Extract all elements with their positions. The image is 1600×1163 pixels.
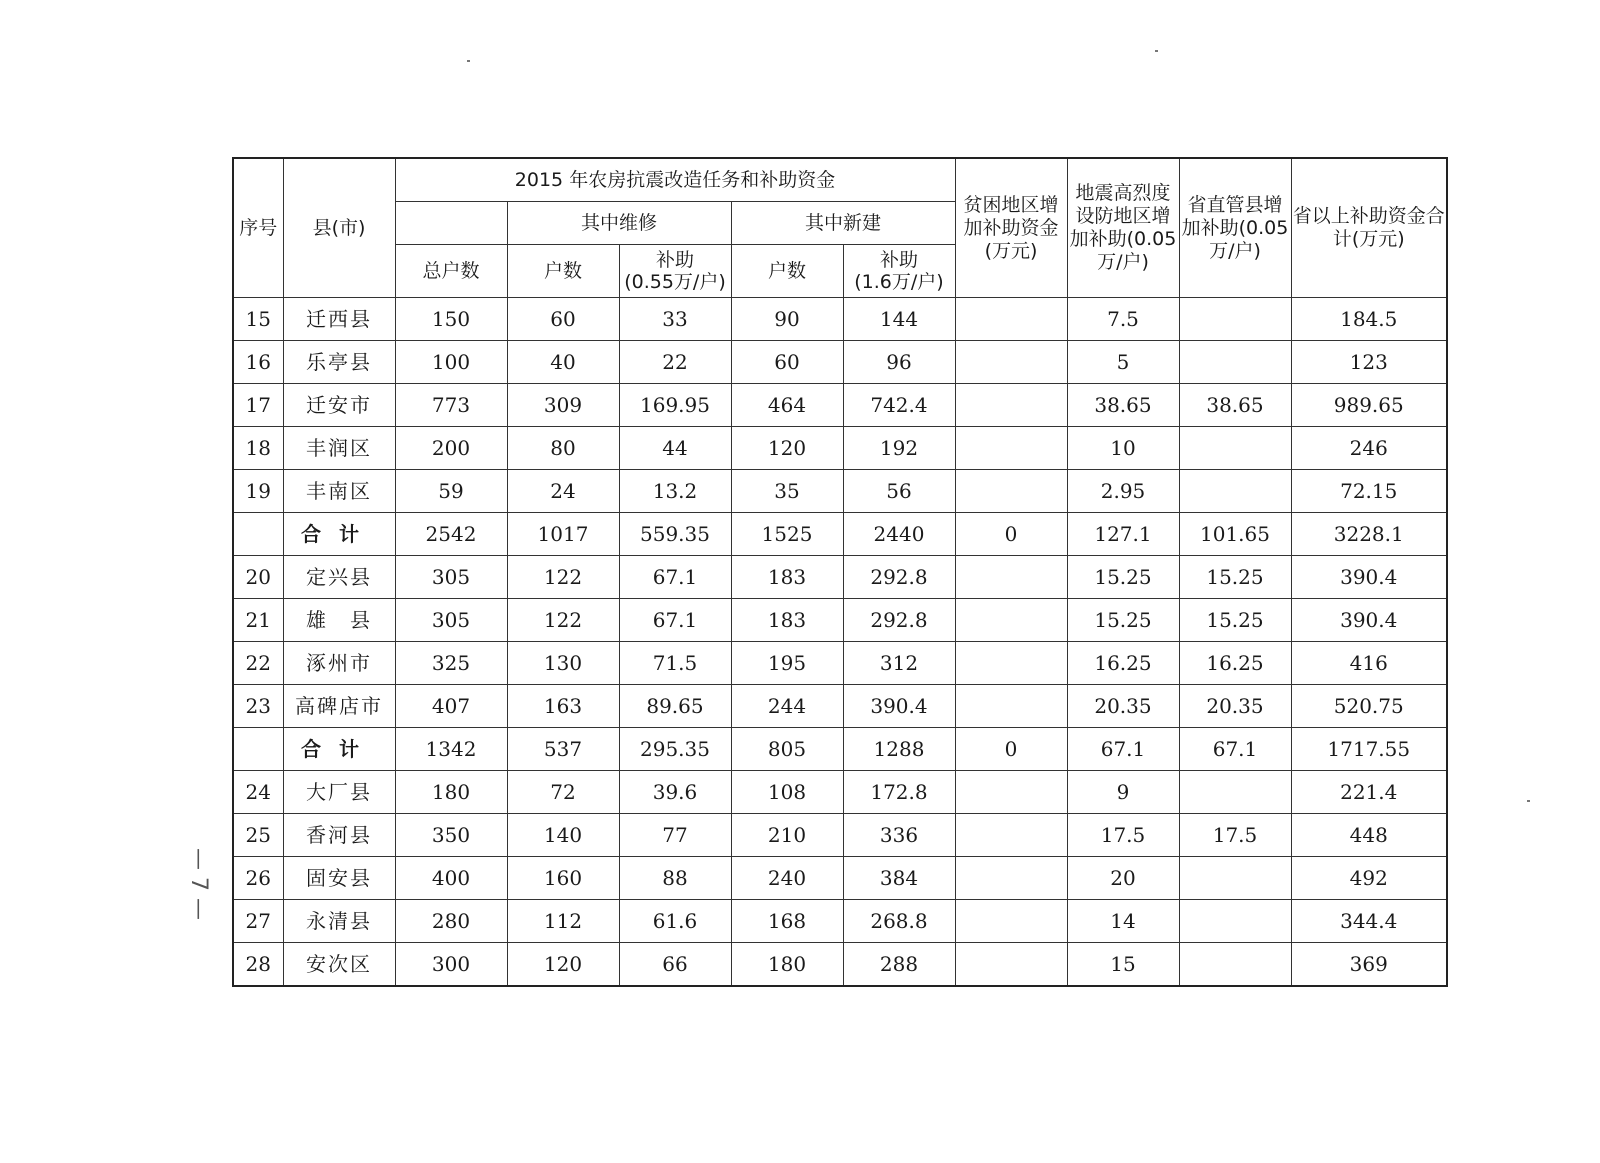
cell-new-subsidy: 288 [843,943,955,987]
cell-total-households: 100 [395,341,507,384]
cell-repair-subsidy: 89.65 [619,685,731,728]
cell-new-households: 240 [731,857,843,900]
cell-seq: 18 [233,427,283,470]
cell-seq: 28 [233,943,283,987]
cell-total-households: 150 [395,298,507,341]
cell-new-subsidy: 312 [843,642,955,685]
cell-direct [1179,470,1291,513]
subtotal-row [233,728,1447,771]
cell-seq: 22 [233,642,283,685]
cell-repair-households: 163 [507,685,619,728]
cell-total-funds: 246 [1291,427,1447,470]
cell-direct [1179,341,1291,384]
cell-poverty [955,599,1067,642]
cell-total-households: 305 [395,599,507,642]
cell-repair-households: 140 [507,814,619,857]
cell-total-funds: 448 [1291,814,1447,857]
table-row [233,771,1447,814]
cell-new-households: 168 [731,900,843,943]
cell-total-funds: 390.4 [1291,556,1447,599]
table-row [233,470,1447,513]
header-repair-households: 户数 [507,245,619,298]
table-row [233,427,1447,470]
cell-quake: 20.35 [1067,685,1179,728]
header-new-subsidy-label: 补助 [879,249,918,271]
cell-seq: 20 [233,556,283,599]
page-number: — 7 — [186,848,211,920]
cell-total-households: 325 [395,642,507,685]
cell-total-households: 407 [395,685,507,728]
cell-direct: 17.5 [1179,814,1291,857]
cell-new-subsidy: 292.8 [843,556,955,599]
cell-county: 固安县 [283,857,395,900]
header-repair-subsidy-unit: (0.55万/户) [624,271,726,293]
cell-poverty [955,556,1067,599]
cell-seq: 25 [233,814,283,857]
cell-quake: 14 [1067,900,1179,943]
header-group-title: 2015 年农房抗震改造任务和补助资金 [395,158,955,202]
cell-repair-households: 160 [507,857,619,900]
header-poverty: 贫困地区增加补助资金(万元) [955,158,1067,298]
cell-quake: 10 [1067,427,1179,470]
cell-new-households: 195 [731,642,843,685]
cell-total-households: 1342 [395,728,507,771]
cell-seq: 16 [233,341,283,384]
cell-poverty [955,341,1067,384]
cell-total-households: 59 [395,470,507,513]
cell-repair-subsidy: 67.1 [619,556,731,599]
cell-repair-households: 72 [507,771,619,814]
cell-seq: 19 [233,470,283,513]
cell-repair-households: 40 [507,341,619,384]
cell-total-households: 200 [395,427,507,470]
cell-repair-subsidy: 44 [619,427,731,470]
cell-new-households: 183 [731,556,843,599]
cell-repair-subsidy: 13.2 [619,470,731,513]
cell-direct: 15.25 [1179,556,1291,599]
cell-new-households: 183 [731,599,843,642]
header-repair: 其中维修 [507,202,731,245]
cell-county: 迁安市 [283,384,395,427]
cell-poverty [955,814,1067,857]
cell-county: 乐亭县 [283,341,395,384]
cell-poverty [955,857,1067,900]
cell-new-subsidy: 192 [843,427,955,470]
header-direct: 省直管县增加补助(0.05万/户) [1179,158,1291,298]
cell-direct: 15.25 [1179,599,1291,642]
subtotal-row [233,513,1447,556]
cell-repair-subsidy: 22 [619,341,731,384]
cell-quake: 2.95 [1067,470,1179,513]
cell-repair-subsidy: 33 [619,298,731,341]
cell-seq: 27 [233,900,283,943]
cell-total-households: 305 [395,556,507,599]
cell-new-households: 1525 [731,513,843,556]
cell-quake: 16.25 [1067,642,1179,685]
header-quake: 地震高烈度设防地区增加补助(0.05万/户) [1067,158,1179,298]
cell-repair-households: 1017 [507,513,619,556]
header-repair-subsidy [619,245,731,298]
header-newbuild: 其中新建 [731,202,955,245]
cell-direct [1179,900,1291,943]
cell-direct: 38.65 [1179,384,1291,427]
cell-quake: 17.5 [1067,814,1179,857]
header-repair-subsidy-label: 补助 [655,249,694,271]
cell-poverty: 0 [955,513,1067,556]
cell-poverty [955,298,1067,341]
cell-quake: 38.65 [1067,384,1179,427]
cell-direct: 67.1 [1179,728,1291,771]
cell-county: 大厂县 [283,771,395,814]
cell-poverty [955,943,1067,987]
cell-repair-subsidy: 71.5 [619,642,731,685]
cell-county: 合计 [283,728,395,771]
header-new-subsidy-unit: (1.6万/户) [854,271,944,293]
scan-speck [467,60,470,62]
cell-repair-subsidy: 66 [619,943,731,987]
cell-repair-subsidy: 88 [619,857,731,900]
cell-seq: 23 [233,685,283,728]
cell-quake: 67.1 [1067,728,1179,771]
cell-direct: 16.25 [1179,642,1291,685]
cell-county: 高碑店市 [283,685,395,728]
cell-new-households: 60 [731,341,843,384]
cell-new-households: 805 [731,728,843,771]
header-new-subsidy [843,245,955,298]
table-row [233,642,1447,685]
cell-repair-households: 120 [507,943,619,987]
cell-total-households: 400 [395,857,507,900]
cell-repair-households: 122 [507,599,619,642]
cell-total-households: 2542 [395,513,507,556]
cell-total-funds: 72.15 [1291,470,1447,513]
cell-new-households: 464 [731,384,843,427]
header-total-households: 总户数 [395,245,507,298]
cell-total-funds: 369 [1291,943,1447,987]
cell-total-funds: 520.75 [1291,685,1447,728]
cell-repair-subsidy: 559.35 [619,513,731,556]
cell-new-households: 35 [731,470,843,513]
cell-new-subsidy: 1288 [843,728,955,771]
cell-repair-households: 130 [507,642,619,685]
cell-repair-households: 309 [507,384,619,427]
cell-new-subsidy: 144 [843,298,955,341]
cell-seq: 21 [233,599,283,642]
table-header [233,158,1447,298]
header-blank [395,202,507,245]
cell-new-subsidy: 390.4 [843,685,955,728]
cell-quake: 20 [1067,857,1179,900]
cell-total-households: 280 [395,900,507,943]
scan-speck [1155,50,1158,52]
cell-seq [233,513,283,556]
cell-poverty [955,384,1067,427]
cell-total-funds: 344.4 [1291,900,1447,943]
cell-total-funds: 184.5 [1291,298,1447,341]
table-row [233,900,1447,943]
cell-new-subsidy: 56 [843,470,955,513]
cell-direct [1179,771,1291,814]
cell-new-households: 210 [731,814,843,857]
cell-new-households: 244 [731,685,843,728]
cell-county: 永清县 [283,900,395,943]
cell-seq [233,728,283,771]
cell-county: 丰南区 [283,470,395,513]
cell-repair-subsidy: 169.95 [619,384,731,427]
cell-total-funds: 390.4 [1291,599,1447,642]
cell-new-subsidy: 96 [843,341,955,384]
header-total-funds: 省以上补助资金合计(万元) [1291,158,1447,298]
cell-new-subsidy: 384 [843,857,955,900]
cell-county: 丰润区 [283,427,395,470]
cell-quake: 7.5 [1067,298,1179,341]
table-row [233,943,1447,987]
cell-direct: 20.35 [1179,685,1291,728]
cell-new-households: 180 [731,943,843,987]
cell-quake: 5 [1067,341,1179,384]
cell-new-households: 90 [731,298,843,341]
header-new-households: 户数 [731,245,843,298]
table-row [233,857,1447,900]
cell-total-funds: 3228.1 [1291,513,1447,556]
cell-county: 涿州市 [283,642,395,685]
subsidy-table [232,157,1448,987]
table-row [233,298,1447,341]
cell-total-funds: 123 [1291,341,1447,384]
cell-seq: 24 [233,771,283,814]
cell-poverty [955,642,1067,685]
cell-new-subsidy: 268.8 [843,900,955,943]
cell-total-households: 180 [395,771,507,814]
cell-total-households: 350 [395,814,507,857]
cell-total-funds: 1717.55 [1291,728,1447,771]
table-row [233,341,1447,384]
cell-poverty [955,470,1067,513]
cell-total-households: 300 [395,943,507,987]
cell-county: 合计 [283,513,395,556]
cell-repair-subsidy: 295.35 [619,728,731,771]
cell-repair-subsidy: 67.1 [619,599,731,642]
cell-quake: 9 [1067,771,1179,814]
cell-poverty [955,685,1067,728]
cell-poverty [955,900,1067,943]
cell-total-funds: 416 [1291,642,1447,685]
cell-total-funds: 492 [1291,857,1447,900]
table-body [233,298,1447,987]
cell-new-households: 120 [731,427,843,470]
cell-new-households: 108 [731,771,843,814]
cell-new-subsidy: 172.8 [843,771,955,814]
scan-speck [1527,800,1530,802]
cell-repair-households: 80 [507,427,619,470]
cell-county: 香河县 [283,814,395,857]
table-row [233,384,1447,427]
cell-county: 定兴县 [283,556,395,599]
cell-repair-households: 60 [507,298,619,341]
cell-quake: 15.25 [1067,556,1179,599]
cell-poverty [955,427,1067,470]
table-row [233,685,1447,728]
header-county: 县(市) [283,158,395,298]
cell-seq: 15 [233,298,283,341]
cell-repair-households: 112 [507,900,619,943]
cell-repair-households: 122 [507,556,619,599]
cell-repair-households: 24 [507,470,619,513]
table-row [233,556,1447,599]
cell-direct [1179,943,1291,987]
cell-direct [1179,298,1291,341]
table-row [233,814,1447,857]
cell-county: 迁西县 [283,298,395,341]
cell-seq: 26 [233,857,283,900]
cell-total-funds: 221.4 [1291,771,1447,814]
cell-repair-subsidy: 39.6 [619,771,731,814]
cell-quake: 15 [1067,943,1179,987]
cell-quake: 15.25 [1067,599,1179,642]
cell-direct: 101.65 [1179,513,1291,556]
cell-direct [1179,427,1291,470]
cell-new-subsidy: 2440 [843,513,955,556]
cell-poverty: 0 [955,728,1067,771]
table-row [233,599,1447,642]
cell-county: 雄 县 [283,599,395,642]
cell-total-households: 773 [395,384,507,427]
cell-new-subsidy: 292.8 [843,599,955,642]
cell-repair-households: 537 [507,728,619,771]
cell-quake: 127.1 [1067,513,1179,556]
cell-direct [1179,857,1291,900]
cell-poverty [955,771,1067,814]
cell-repair-subsidy: 77 [619,814,731,857]
cell-total-funds: 989.65 [1291,384,1447,427]
cell-new-subsidy: 742.4 [843,384,955,427]
cell-repair-subsidy: 61.6 [619,900,731,943]
cell-county: 安次区 [283,943,395,987]
cell-new-subsidy: 336 [843,814,955,857]
header-seq: 序号 [233,158,283,298]
cell-seq: 17 [233,384,283,427]
